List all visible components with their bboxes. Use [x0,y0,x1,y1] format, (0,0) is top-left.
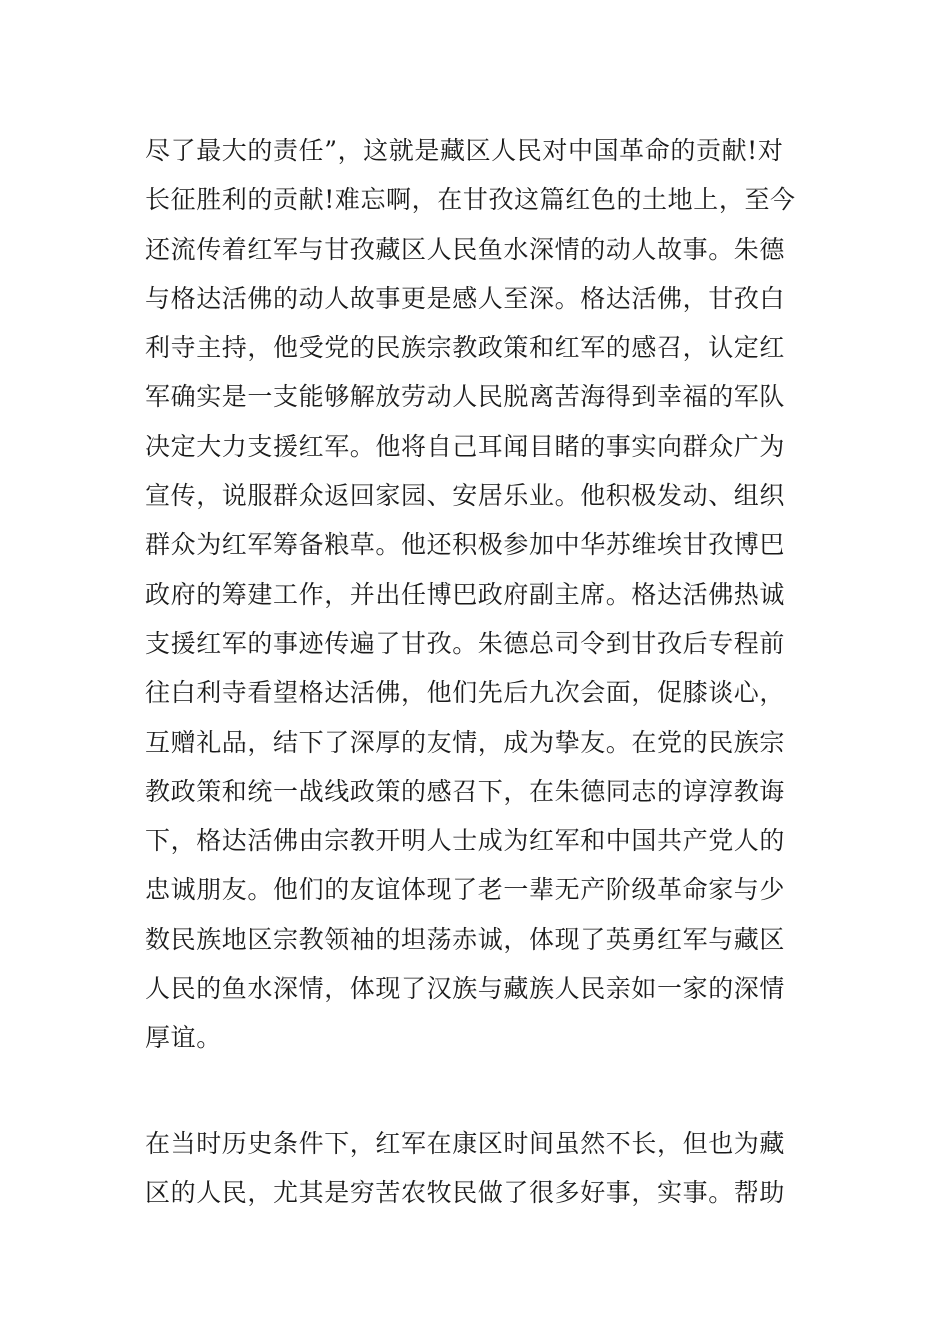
text-line: 互赠礼品，结下了深厚的友情，成为挚友。在党的民族宗 [145,727,786,757]
text-line: 利寺主持，他受党的民族宗教政策和红军的感召，认定红 [145,333,786,363]
text-line: 政府的筹建工作，并出任博巴政府副主席。格达活佛热诚 [145,579,786,609]
text-line: 长征胜利的贡献!难忘啊，在甘孜这篇红色的土地上，至今 [145,185,796,215]
text-line: 忠诚朋友。他们的友谊体现了老一辈无产阶级革命家与少 [145,875,786,905]
text-line: 支援红军的事迹传遍了甘孜。朱德总司令到甘孜后专程前 [145,628,786,658]
text-line: 尽了最大的责任”，这就是藏区人民对中国革命的贡献!对 [145,136,784,165]
text-line: 下，格达活佛由宗教开明人士成为红军和中国共产党人的 [145,826,786,856]
text-line: 数民族地区宗教领袖的坦荡赤诚，体现了英勇红军与藏区 [145,924,786,954]
text-line: 群众为红军筹备粮草。他还积极参加中华苏维埃甘孜博巴 [145,530,786,560]
text-line: 决定大力支援红军。他将自己耳闻目睹的事实向群众广为 [145,431,786,461]
text-line: 区的人民，尤其是穷苦农牧民做了很多好事，实事。帮助 [145,1178,786,1208]
text-line: 还流传着红军与甘孜藏区人民鱼水深情的动人故事。朱德 [145,234,786,264]
paragraph-1 [145,126,810,1063]
text-line: 厚谊。 [145,1023,222,1053]
text-line: 人民的鱼水深情，体现了汉族与藏族人民亲如一家的深情 [145,974,786,1004]
text-line: 与格达活佛的动人故事更是感人至深。格达活佛，甘孜白 [145,283,786,313]
text-line: 教政策和统一战线政策的感召下，在朱德同志的谆淳教诲 [145,776,786,806]
paragraph-2 [145,1119,810,1218]
text-line: 宣传，说服群众返回家园、安居乐业。他积极发动、组织 [145,481,786,511]
text-line: 在当时历史条件下，红军在康区时间虽然不长，但也为藏 [145,1129,786,1158]
text-line: 往白利寺看望格达活佛，他们先后九次会面，促膝谈心， [145,678,786,708]
text-line: 军确实是一支能够解放劳动人民脱离苦海得到幸福的军队 [145,382,786,412]
